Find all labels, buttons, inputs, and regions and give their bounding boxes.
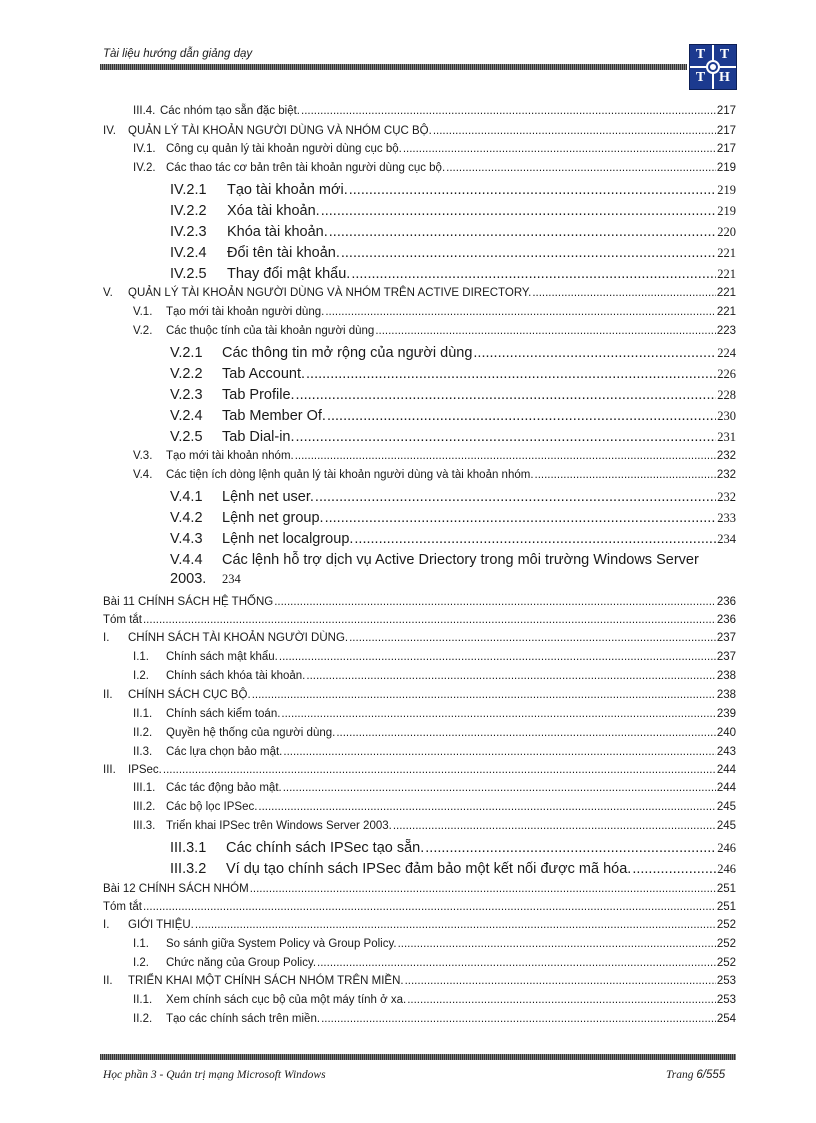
toc-entry-page: 219 [717, 183, 736, 197]
toc-entry[interactable] [133, 745, 736, 759]
toc-entry-page: 246 [717, 862, 736, 876]
toc-entry-number: I. [103, 632, 110, 644]
toc-entry[interactable] [103, 613, 736, 627]
toc-entry[interactable] [133, 142, 736, 156]
toc-entry-title: Ví dụ tạo chính sách IPSec đảm bảo một kết nối được mã hóa. [226, 861, 632, 877]
toc-entry-page: 231 [717, 430, 736, 444]
toc-leader-dots [398, 937, 716, 951]
toc-leader-dots [473, 344, 716, 363]
toc-entry-title: Tab Dial-in. [222, 429, 295, 445]
toc-entry-title: Tóm tắt [103, 614, 142, 626]
toc-entry-page: 234 [222, 572, 241, 586]
toc-entry-title: Lệnh net localgroup. [222, 531, 354, 547]
toc-entry-title: Triển khai IPSec trên Windows Server 2003. [166, 820, 392, 832]
toc-entry-number: V.4.4 [170, 552, 203, 568]
toc-entry-title: TRIỂN KHAI MỘT CHÍNH SÁCH NHÓM TRÊN MIỀN. [128, 975, 404, 987]
toc-entry-number: IV.1. [133, 143, 156, 155]
toc-entry-page: 254 [716, 1013, 736, 1025]
toc-leader-dots [325, 305, 716, 319]
toc-entry-page: 252 [716, 938, 736, 950]
toc-leader-dots [349, 181, 717, 200]
toc-entry[interactable] [133, 161, 736, 175]
toc-entry-page: 233 [717, 511, 736, 525]
toc-leader-dots [250, 882, 716, 896]
toc-entry[interactable] [133, 650, 736, 664]
toc-entry-title: QUẢN LÝ TÀI KHOẢN NGƯỜI DÙNG VÀ NHÓM TRÊN ACTIVE DIRECTORY. [128, 287, 532, 299]
toc-entry-number: III.3.1 [170, 840, 207, 856]
toc-entry-title: Tóm tắt [103, 901, 142, 913]
toc-entry-title: Thay đổi mật khẩu. [227, 266, 351, 282]
toc-entry-page: 252 [716, 919, 736, 931]
toc-leader-dots [393, 819, 716, 833]
toc-leader-dots [433, 124, 716, 138]
toc-entry-number: II.2. [133, 727, 153, 739]
toc-entry[interactable] [133, 1012, 736, 1026]
toc-leader-dots [321, 202, 717, 221]
toc-entry-number: III. [103, 764, 116, 776]
toc-entry-number: II.3. [133, 746, 153, 758]
toc-entry-title: Các tác động bảo mật. [166, 782, 282, 794]
toc-entry[interactable] [170, 244, 736, 263]
toc-entry[interactable] [133, 104, 736, 118]
toc-entry-number: V.2.3 [170, 387, 203, 403]
toc-entry[interactable] [170, 860, 736, 879]
toc-leader-dots [532, 286, 716, 300]
toc-entry-continuation [170, 570, 241, 589]
toc-entry-title: GIỚI THIỆU. [128, 919, 194, 931]
toc-entry-number: II. [103, 689, 113, 701]
footer-page-number: Trang 6/555 [666, 1069, 726, 1081]
toc-entry[interactable] [103, 286, 736, 300]
toc-entry-title: So sánh giữa System Policy và Group Policy. [166, 938, 397, 950]
header-title: Tài liệu hướng dẫn giảng dạy [103, 48, 253, 60]
toc-entry-page: 243 [716, 746, 736, 758]
toc-entry[interactable] [103, 688, 736, 702]
toc-entry[interactable] [170, 407, 736, 426]
toc-entry-number: IV.2.4 [170, 245, 207, 261]
toc-entry-title: Tab Profile. [222, 387, 295, 403]
toc-leader-dots [296, 386, 717, 405]
toc-entry[interactable] [170, 530, 736, 549]
toc-entry[interactable] [103, 918, 736, 932]
toc-entry-number: V.4. [133, 469, 153, 481]
toc-leader-dots [632, 860, 716, 879]
toc-entry-number: V.2.5 [170, 429, 203, 445]
toc-entry-number: I.2. [133, 670, 149, 682]
toc-entry-title: IPSec. [128, 764, 162, 776]
toc-entry-number: II.2. [133, 1013, 153, 1025]
toc-entry-number: II.1. [133, 708, 153, 720]
toc-leader-dots [252, 688, 716, 702]
toc-entry[interactable] [170, 265, 736, 284]
toc-entry-page: 245 [716, 820, 736, 832]
toc-entry-title: Tab Member Of. [222, 408, 326, 424]
toc-entry-page: 230 [717, 409, 736, 423]
toc-entry-number: IV.2. [133, 162, 156, 174]
toc-leader-dots [403, 142, 716, 156]
toc-entry[interactable] [133, 800, 736, 814]
toc-entry-number: V.4.2 [170, 510, 203, 526]
toc-leader-dots [283, 745, 715, 759]
toc-entry[interactable] [133, 956, 736, 970]
toc-leader-dots [317, 956, 716, 970]
toc-entry-number: V.2.4 [170, 408, 203, 424]
toc-entry-page: 244 [716, 764, 736, 776]
toc-entry-number: IV.2.3 [170, 224, 207, 240]
toc-entry-title: Các thông tin mở rộng của người dùng [222, 345, 473, 361]
toc-entry[interactable] [170, 202, 736, 221]
toc-entry-number: IV.2.5 [170, 266, 207, 282]
toc-entry-title: Khóa tài khoản. [227, 224, 328, 240]
toc-entry[interactable] [133, 449, 736, 463]
toc-entry[interactable] [103, 595, 736, 609]
toc-entry-page: 221 [717, 267, 736, 281]
toc-entry-number: IV.2.2 [170, 203, 207, 219]
toc-entry-title: Công cụ quản lý tài khoản người dùng cục bộ. [166, 143, 402, 155]
toc-entry-title: Các nhóm tạo sẵn đặc biệt. [160, 105, 300, 117]
toc-entry[interactable] [170, 428, 736, 447]
toc-entry-title: CHÍNH SÁCH CỤC BỘ. [128, 689, 251, 701]
toc-entry[interactable] [133, 669, 736, 683]
toc-leader-dots [375, 324, 715, 338]
toc-entry-number: IV.2.1 [170, 182, 207, 198]
toc-leader-dots [405, 974, 716, 988]
toc-leader-dots [306, 365, 716, 384]
toc-leader-dots [325, 509, 717, 528]
toc-entry-page: 240 [716, 727, 736, 739]
toc-entry-page: 251 [716, 901, 736, 913]
toc-entry-page: 219 [717, 204, 736, 218]
toc-entry-title: Chức năng của Group Policy. [166, 957, 317, 969]
toc-entry-title: CHÍNH SÁCH TÀI KHOẢN NGƯỜI DÙNG. [128, 632, 349, 644]
toc-entry[interactable] [133, 819, 736, 833]
toc-entry-title: Xóa tài khoản. [227, 203, 320, 219]
toc-entry-title: Tạo mới tài khoản người dùng. [166, 306, 325, 318]
toc-entry[interactable] [103, 974, 736, 988]
toc-entry[interactable] [170, 365, 736, 384]
toc-entry-number: I.1. [133, 938, 149, 950]
toc-entry-page: 237 [716, 632, 736, 644]
toc-entry-title: Chính sách kiểm toán. [166, 708, 281, 720]
toc-entry-number: V.2. [133, 325, 153, 337]
toc-entry[interactable] [103, 763, 736, 777]
toc-leader-dots [258, 800, 715, 814]
toc-entry[interactable] [170, 839, 736, 858]
toc-entry-page: 226 [717, 367, 736, 381]
toc-entry[interactable] [170, 223, 736, 242]
toc-entry-page: 246 [717, 841, 736, 855]
toc-leader-dots [354, 530, 716, 549]
toc-entry-title: Chính sách mật khẩu. [166, 651, 278, 663]
toc-entry-title: Các bộ lọc IPSec. [166, 801, 258, 813]
toc-entry-page: 232 [716, 450, 736, 462]
toc-leader-dots [195, 918, 716, 932]
toc-entry[interactable] [133, 324, 736, 338]
toc-entry-title: Xem chính sách cục bộ của một máy tính ở xa. [166, 994, 407, 1006]
toc-entry-title: Tạo mới tài khoản nhóm. [166, 450, 294, 462]
toc-entry[interactable] [170, 344, 736, 363]
toc-entry-title: Các lệnh hỗ trợ dịch vụ Active Driectory trong môi trường Windows Server [222, 552, 699, 568]
toc-entry-number: I.1. [133, 651, 149, 663]
toc-entry[interactable] [103, 900, 736, 914]
toc-entry-number: III.3. [133, 820, 156, 832]
toc-entry-number: III.4. [133, 105, 156, 117]
toc-entry[interactable] [170, 551, 736, 570]
toc-entry[interactable] [133, 305, 736, 319]
toc-entry-title: Các thuộc tính của tài khoản người dùng [166, 325, 375, 337]
toc-entry-number: V.2.2 [170, 366, 203, 382]
toc-entry-page: 251 [716, 883, 736, 895]
toc-entry-page: 221 [717, 246, 736, 260]
toc-leader-dots [321, 1012, 716, 1026]
toc-leader-dots [327, 407, 716, 426]
toc-entry-page: 244 [716, 782, 736, 794]
toc-leader-dots [351, 265, 716, 284]
toc-entry-page: 245 [716, 801, 736, 813]
toc-entry[interactable] [170, 181, 736, 200]
toc-entry-page: 219 [716, 162, 736, 174]
toc-entry-page: 232 [717, 490, 736, 504]
toc-entry-number: V.1. [133, 306, 153, 318]
toc-entry-title: Các tiện ích dòng lệnh quản lý tài khoản người dùng và tài khoản nhóm. [166, 469, 534, 481]
header-rule [100, 64, 687, 70]
toc-entry-page: 237 [716, 651, 736, 663]
toc-entry-title: Các lựa chọn bảo mật. [166, 746, 283, 758]
toc-entry-title: Đổi tên tài khoản. [227, 245, 340, 261]
toc-leader-dots [407, 993, 716, 1007]
toc-entry-title: Chính sách khóa tài khoản. [166, 670, 306, 682]
footer-rule [100, 1054, 736, 1060]
toc-entry-page: 252 [716, 957, 736, 969]
toc-entry[interactable] [133, 993, 736, 1007]
toc-entry-number: V.2.1 [170, 345, 203, 361]
toc-entry-page: 236 [716, 614, 736, 626]
toc-leader-dots [336, 726, 715, 740]
toc-entry[interactable] [103, 631, 736, 645]
toc-entry-title-continued: 2003. [170, 571, 207, 587]
toc-entry-page: 217 [716, 143, 736, 155]
toc-entry-title: Bài 11 CHÍNH SÁCH HỆ THỐNG [103, 596, 274, 608]
toc-entry-title: Các chính sách IPSec tạo sẵn. [226, 840, 425, 856]
toc-entry-title: Quyền hệ thống của người dùng. [166, 727, 336, 739]
toc-entry[interactable] [170, 488, 736, 507]
toc-leader-dots [281, 707, 715, 721]
toc-leader-dots [163, 763, 716, 777]
toc-entry-page: 224 [717, 346, 736, 360]
toc-leader-dots [306, 669, 715, 683]
toc-leader-dots [341, 244, 716, 263]
toc-entry[interactable] [133, 937, 736, 951]
toc-entry-number: I.2. [133, 957, 149, 969]
toc-entry-title: Tạo tài khoản mới. [227, 182, 348, 198]
toc-entry-title: QUẢN LÝ TÀI KHOẢN NGƯỜI DÙNG VÀ NHÓM CỤC BỘ. [128, 125, 432, 137]
toc-entry-number: II.1. [133, 994, 153, 1006]
toc-entry[interactable] [133, 726, 736, 740]
toc-entry-number: III.1. [133, 782, 156, 794]
toc-entry[interactable] [133, 781, 736, 795]
toc-entry-page: 217 [716, 125, 736, 137]
toc-entry-title: Bài 12 CHÍNH SÁCH NHÓM [103, 883, 249, 895]
toc-entry[interactable] [133, 468, 736, 482]
toc-entry[interactable] [170, 386, 736, 405]
toc-entry-number: V.4.1 [170, 489, 203, 505]
toc-entry-page: 217 [716, 105, 736, 117]
toc-entry[interactable] [133, 707, 736, 721]
toc-leader-dots [425, 839, 716, 858]
toc-entry-page: 238 [716, 689, 736, 701]
toc-entry-page: 253 [716, 994, 736, 1006]
toc-leader-dots [301, 104, 716, 118]
toc-leader-dots [283, 781, 716, 795]
toc-entry-title: Tạo các chính sách trên miền. [166, 1013, 321, 1025]
toc-leader-dots [329, 223, 716, 242]
toc-leader-dots [143, 900, 716, 914]
toc-entry-page: 221 [716, 287, 736, 299]
toc-leader-dots [446, 161, 716, 175]
toc-entry-title: Lệnh net user. [222, 489, 314, 505]
toc-leader-dots [274, 595, 716, 609]
toc-entry-number: II. [103, 975, 113, 987]
toc-entry-page: 236 [716, 596, 736, 608]
toc-entry-page: 239 [716, 708, 736, 720]
toc-entry[interactable] [103, 882, 736, 896]
toc-entry-number: V. [103, 287, 113, 299]
toc-leader-dots [279, 650, 716, 664]
toc-entry-number: III.3.2 [170, 861, 207, 877]
toc-entry-number: III.2. [133, 801, 156, 813]
toc-entry-title: Lệnh net group. [222, 510, 324, 526]
toc-leader-dots [296, 428, 717, 447]
toc-leader-dots [315, 488, 716, 507]
toc-entry-number: IV. [103, 125, 117, 137]
toc-entry-page: 223 [716, 325, 736, 337]
toc-leader-dots [349, 631, 716, 645]
toc-entry-page: 253 [716, 975, 736, 987]
toc-entry[interactable] [170, 509, 736, 528]
toc-leader-dots [535, 468, 716, 482]
toc-entry-title: Các thao tác cơ bản trên tài khoản người dùng cục bộ. [166, 162, 446, 174]
toc-entry-title: Tab Account. [222, 366, 306, 382]
ttth-logo: T T T H [689, 44, 737, 90]
toc-entry-page: 221 [716, 306, 736, 318]
toc-entry-page: 228 [717, 388, 736, 402]
toc-leader-dots [143, 613, 716, 627]
toc-entry-page: 232 [716, 469, 736, 481]
toc-entry[interactable] [103, 124, 736, 138]
footer-course-title: Học phần 3 - Quản trị mạng Microsoft Windows [103, 1069, 326, 1081]
toc-entry-page: 220 [717, 225, 736, 239]
toc-entry-number: V.3. [133, 450, 153, 462]
toc-leader-dots [295, 449, 716, 463]
toc-entry-page: 238 [716, 670, 736, 682]
toc-entry-number: I. [103, 919, 110, 931]
toc-entry-page: 234 [717, 532, 736, 546]
toc-entry-number: V.4.3 [170, 531, 203, 547]
